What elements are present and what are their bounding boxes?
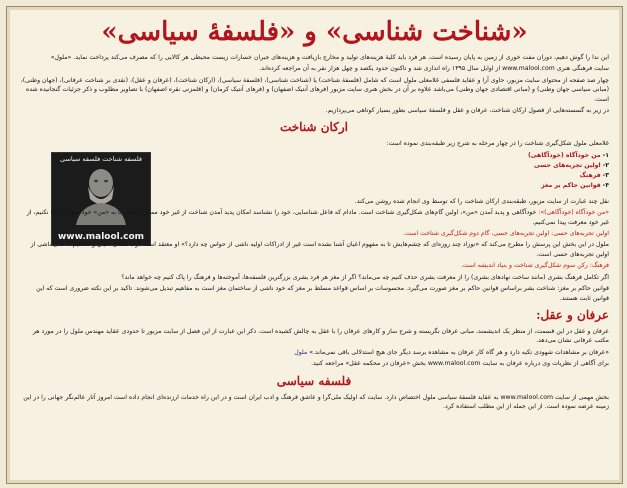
section3-paragraph-1: بخش مهمی از سایت www.malool.com به عقاید فلسفهٔ سیاسی ملول اختصاص دارد. سایت که اولیک ملی‌گرا و عاشق فرهنگ و ادب ایران است و در این راه خدمات ارزنده‌ای انجام داده است امروز آثار عالم‌نگر جهانی را در این زمینه عرضه نموده است. از این جمله از این مطلب استفاده کرد. xyxy=(23,393,609,410)
intro-paragraph-3: چهار صد صفحه از محتوای سایت مزبور، حاوی آرا و عقاید فلسفی غلامعلی ملول است که شامل (فلسفهٔ شناخت) یا (شناخت شناسی)، (فلسفهٔ سیاسی)، (ارکان شناخت)، (عرفان و عقل)، (نقدی بر شناخت عرفانی)، (جهان وطنی)، (مبانی سیاسی جهان وطنی) و (مبانی اقتصادی جهان وطنی) می‌باشد علاوه بر آن در بخش هنری سایت مزبور (فرهای آنتیک اصفهان) و (فرهای آنتیک کرمان) و (قلمزنی نقره اصفهان) با تصاویر مطلوب و ذکر جزئیات گنجانیده شده است. xyxy=(20,76,609,103)
list-item: ۲-اولین تجربه‌های حسی xyxy=(533,161,609,169)
section2-paragraph-2: «عرفان بر مشاهدات شهودی تکیه دارد و هر گاه کار عرفان به مشاهده برسد دیگر جای هیچ استدلالی باقی نمی‌ماند.» ملول xyxy=(294,348,609,356)
section-heading-political: فلسفه سیاسی xyxy=(276,373,352,388)
section-heading-elements: ارکان شناخت xyxy=(279,120,349,135)
section1-paragraph-2: «من خودآگاه (خودآگاهی)»: خودآگاهی و پدید آمدن «من»، اولین گام‌های شکل‌گیری شناخت است. مادام که فاعل شناسایی، خود را نشناسد امکان پدید آمدن شناخت از غیر خود ممکن نیست. تا به «من» خود معرفت پیدا نکنیم، از غیر خود معرفت پیدا نمی‌کنیم. xyxy=(26,209,609,226)
intro-paragraph-2: سایت فرهنگی هنری www.malool.com از اوایل سال ۱۳۹۵ راه اندازی شد و تاکنون حدود یکصد و چهل هزار نفر به آن مراجعه کرده‌اند. xyxy=(259,65,609,73)
intro-quote: «ملول» xyxy=(50,54,72,61)
article-title: «شناخت شناسی» و «فلسفهٔ سیاسی» xyxy=(101,17,528,47)
section1-paragraph-1: نقل چند عبارت از سایت مزبور، طبقه‌بندی ارکان شناخت را که توسط وی انجام شده روشن می‌کند. xyxy=(354,197,609,205)
section1-paragraph-5: فرهنگ: رکن سوم شکل‌گیری شناخت و بنیاد اندیشه است. xyxy=(460,262,609,270)
section-heading-mysticism: عرفان و عقل: xyxy=(536,307,609,322)
intro-paragraph-4: در زیر به گسسته‌هایی از فصول ارکان شناخت، عرفان و عقل و فلسفهٔ سیاسی بطور بسیار کوتاهی می‌پردازیم. xyxy=(325,107,609,115)
section1-paragraph-6: اگر تکامل فرهنگ بشری (مانند ساخت نهادهای بشری) را از معرفت بشری حذف کنیم چه می‌ماند؟ اگر از مغز هر فرد بشری بزرگترین فلسفه‌ها، آموخته‌ها و فرهنگ را پاک کنیم چه خواهد ماند؟ xyxy=(121,273,609,281)
intro-text-1: این ندا را گوش دهیم، دوران مفت خوری از زمین به پایان رسیده است. هر فرد باید کلیهٔ هزینه‌های تولید و مخارج بازیافت و هزینه‌های جبران خسارات زیست محیطی هر کالایی را که مصرف می‌کند پرداخت نماید. xyxy=(73,54,609,61)
photo-caption: فلسفه شناخت فلسفه سیاسی xyxy=(60,155,142,163)
elements-list xyxy=(19,151,609,191)
article-body xyxy=(19,53,609,413)
section2-paragraph-3: برای آگاهی از نظریات وی درباره عرفان به سایت www.malool.com بخش «عرفان در محکمه عقل» مراجعه کنید. xyxy=(311,360,609,368)
section2-paragraph-1: عرفان و عقل در این قسمت، از منظر یک اندیشمند، مبانی عرفان نگریسته و شرح ساز و کارهای عرفان را با عقل به چالش کشیده است. ذکر این عبارت از این فصل از سایت مزبور تا حدودی عقاید مهندس ملول را در مورد هر مکتب عرفانی نشان می‌دهد. xyxy=(32,327,609,345)
photo-url: www.malool.com xyxy=(57,232,145,242)
article-page xyxy=(6,6,623,484)
section1-lead: غلامعلی ملول شکل‌گیری شناخت را در چهار مرحله به شرح زیر طبقه‌بندی نموده است: xyxy=(386,140,609,148)
list-item: ۴-قوانین حاکم بر مغز xyxy=(541,181,609,189)
intro-paragraph-1 xyxy=(19,53,609,62)
section1-paragraph-7: قوانین حاکم بر مغز: شناخت بشر براساس قوانین حاکم بر مغز صورت می‌گیرد. محسوسات بر اساس قواعد مسلط بر مغز که خود ناشی از ساختمان مغز است به مفاهیم تبدیل می‌شوند. تاکید بر این نکته ضروری است که این قوانین ثابت هستند. xyxy=(36,285,609,302)
list-item: ۱-من خودآگاه (خودآگاهی) xyxy=(527,151,609,159)
list-item: ۳-فرهنگ xyxy=(579,171,609,179)
section1-paragraph-3: اولین تجربه‌های حسی: اولین تجربه‌های حسی، گام دوم شکل‌گیری شناخت است. xyxy=(403,230,609,238)
section1-paragraph-4: ملول در این بخش این پرسش را مطرح می‌کند که «نوزاد چند روزه‌ای که چشم‌هایش تا به مفهوم اعیان آشنا نشده است غیر از ادراکات اولیه ناشی از حواس چه دارد؟» او معتقد است درک همه‌ی اعیان و مفاهیم تا حدی ناشی از اولین تجربه‌های حسی است. xyxy=(30,241,609,258)
